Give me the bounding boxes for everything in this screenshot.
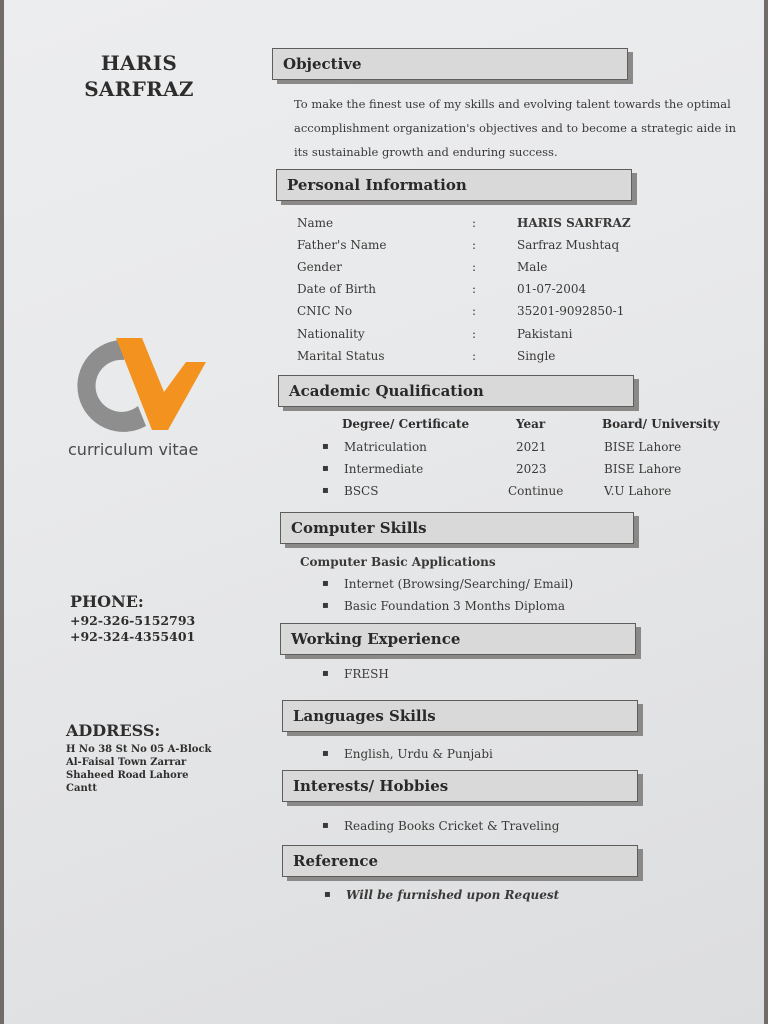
computer-skill-item: ▪ Internet (Browsing/Searching/ Email) bbox=[344, 577, 573, 591]
academic-degree: ▪ BSCS bbox=[344, 484, 378, 498]
objective-text bbox=[294, 92, 744, 164]
info-key: Date of Birth bbox=[297, 282, 376, 296]
cv-logo-icon bbox=[68, 334, 210, 434]
info-colon: : bbox=[472, 238, 477, 252]
reference-heading: Reference bbox=[282, 845, 638, 877]
info-key: CNIC No bbox=[297, 304, 353, 318]
cv-page bbox=[4, 0, 764, 1024]
academic-board: BISE Lahore bbox=[604, 440, 682, 454]
objective-line-1: To make the finest use of my skills and evolving talent towards the optimal bbox=[294, 97, 731, 111]
academic-year: 2021 bbox=[516, 440, 547, 454]
objective-line-3: its sustainable growth and enduring success. bbox=[294, 145, 558, 159]
info-row-father bbox=[297, 238, 697, 260]
info-key: Father's Name bbox=[297, 238, 387, 252]
address-block bbox=[66, 721, 211, 795]
info-colon: : bbox=[472, 349, 477, 363]
computer-skills-subtitle: Computer Basic Applications bbox=[300, 555, 496, 569]
info-colon: : bbox=[472, 282, 477, 296]
info-key: Gender bbox=[297, 260, 342, 274]
info-row-gender bbox=[297, 260, 697, 282]
address-line-4: Cantt bbox=[66, 783, 97, 794]
phone-block bbox=[70, 592, 195, 645]
info-row-nationality bbox=[297, 327, 697, 349]
academic-year: Continue bbox=[508, 484, 564, 498]
info-key: Nationality bbox=[297, 327, 365, 341]
info-colon: : bbox=[472, 216, 477, 230]
phone-number-1: +92-326-5152793 bbox=[70, 613, 196, 628]
phone-label: PHONE: bbox=[70, 592, 144, 611]
academic-year: 2023 bbox=[516, 462, 547, 476]
objective-heading: Objective bbox=[272, 48, 628, 80]
academic-board: BISE Lahore bbox=[604, 462, 682, 476]
info-row-dob bbox=[297, 282, 697, 304]
info-value: Single bbox=[517, 349, 556, 363]
phone-number-2: +92-324-4355401 bbox=[70, 629, 196, 644]
info-row-name bbox=[297, 216, 697, 238]
info-value: HARIS SARFRAZ bbox=[517, 216, 631, 230]
computer-skills-heading: Computer Skills bbox=[280, 512, 634, 544]
info-row-marital bbox=[297, 349, 697, 371]
info-value: 01-07-2004 bbox=[517, 282, 587, 296]
candidate-name-text: HARIS SARFRAZ bbox=[84, 51, 194, 101]
info-colon: : bbox=[472, 260, 477, 274]
language-item: ▪ English, Urdu & Punjabi bbox=[344, 747, 493, 761]
academic-col-degree: Degree/ Certificate bbox=[342, 417, 470, 431]
info-colon: : bbox=[472, 327, 477, 341]
info-value: Sarfraz Mushtaq bbox=[517, 238, 620, 252]
academic-board: V.U Lahore bbox=[604, 484, 672, 498]
address-line-1: H No 38 St No 05 A-Block bbox=[66, 744, 212, 755]
interest-item: ▪ Reading Books Cricket & Traveling bbox=[344, 819, 559, 833]
academic-col-board: Board/ University bbox=[602, 417, 720, 431]
logo-caption: curriculum vitae bbox=[68, 440, 199, 459]
experience-item: ▪ FRESH bbox=[344, 667, 389, 681]
info-value: Pakistani bbox=[517, 327, 573, 341]
info-colon: : bbox=[472, 304, 477, 318]
address-line-2: Al-Faisal Town Zarrar bbox=[66, 757, 187, 768]
academic-degree: ▪ Matriculation bbox=[344, 440, 427, 454]
experience-heading: Working Experience bbox=[280, 623, 636, 655]
personal-info-heading: Personal Information bbox=[276, 169, 632, 201]
info-value: 35201-9092850-1 bbox=[517, 304, 625, 318]
academic-col-year: Year bbox=[516, 417, 546, 431]
address-label: ADDRESS: bbox=[66, 721, 161, 740]
info-value: Male bbox=[517, 260, 548, 274]
academic-heading: Academic Qualification bbox=[278, 375, 634, 407]
reference-item: ▪ Will be furnished upon Request bbox=[346, 888, 559, 902]
computer-skill-item: ▪ Basic Foundation 3 Months Diploma bbox=[344, 599, 565, 613]
interests-heading: Interests/ Hobbies bbox=[282, 770, 638, 802]
languages-heading: Languages Skills bbox=[282, 700, 638, 732]
info-key: Marital Status bbox=[297, 349, 385, 363]
academic-degree: ▪ Intermediate bbox=[344, 462, 423, 476]
info-row-cnic bbox=[297, 304, 697, 326]
address-line-3: Shaheed Road Lahore bbox=[66, 770, 189, 781]
info-key: Name bbox=[297, 216, 334, 230]
objective-line-2: accomplishment organization's objectives and to become a strategic aide in bbox=[294, 121, 736, 135]
candidate-name bbox=[64, 50, 214, 102]
